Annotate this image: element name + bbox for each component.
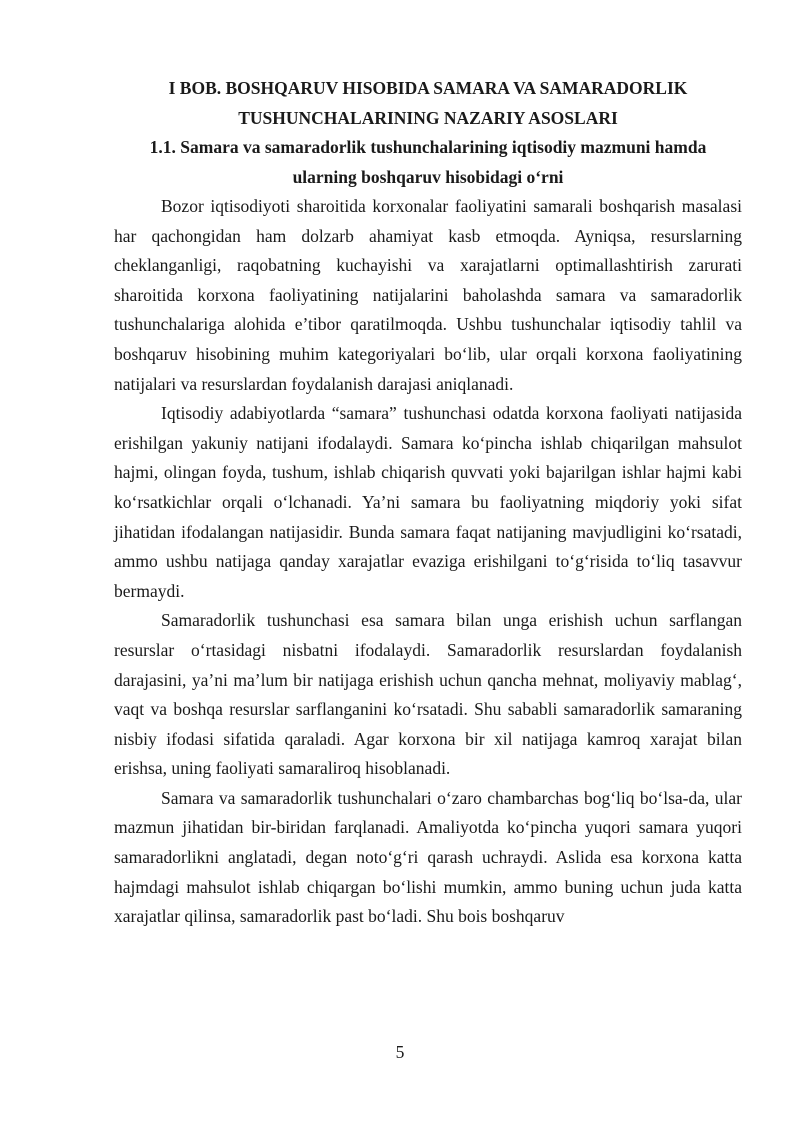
body-paragraph: Bozor iqtisodiyoti sharoitida korxonalar faoliyatini samarali boshqarish masalasi har qachongidan ham dolzarb ahamiyat kasb etmoqda. Ayniqsa, resurslarning cheklanganligi, raqobatning kuchayishi va xarajatlarni optimallashtirish zarurati sharoitida korxona faoliyatining natijalarini baholashda samara va samaradorlik tushunchalariga alohida e’tibor qaratilmoqda. Ushbu tushunchalar iqtisodiy tahlil va boshqaruv hisobining muhim kategoriyalari bo‘lib, ular orqali korxona faoliyatining natijalari va resurslardan foydalanish darajasi aniqlanadi. <box>114 196 742 394</box>
section-title-line-1: 1.1. Samara va samaradorlik tushunchalarining iqtisodiy mazmuni hamda <box>149 137 707 157</box>
body-paragraph: Iqtisodiy adabiyotlarda “samara” tushunchasi odatda korxona faoliyati natijasida erishilgan yakuniy natijani ifodalaydi. Samara ko‘pincha ishlab chiqarilgan mahsulot hajmi, olingan foyda, tushum, ishlab chiqarish quvvati yoki bajarilgan ishlar hajmi kabi ko‘rsatkichlar orqali o‘lchanadi. Ya’ni samara bu faoliyatning miqdoriy yoki sifat jihatidan ifodalangan natijasidir. Bunda samara faqat natijaning mavjudligini ko‘rsatadi, ammo ushbu natijaga qanday xarajatlar evaziga erishilgani to‘g‘risida to‘liq tasavvur bermaydi. <box>114 403 742 601</box>
body-paragraph: Samara va samaradorlik tushunchalari o‘zaro chambarchas bog‘liq bo‘lsa-da, ular mazmun jihatidan bir-biridan farqlanadi. Amaliyotda ko‘pincha yuqori samara yuqori samaradorlikni anglatadi, degan noto‘g‘ri qarash uchraydi. Aslida esa korxona katta hajmdagi mahsulot ishlab chiqargan bo‘lishi mumkin, ammo buning uchun juda katta xarajatlar qilinsa, samaradorlik past bo‘ladi. Shu bois boshqaruv <box>114 787 742 927</box>
chapter-title-line-2: TUSHUNCHALARINING NAZARIY ASOSLARI <box>238 107 618 128</box>
section-title-line-2: ularning boshqaruv hisobidagi o‘rni <box>292 166 564 187</box>
document-page <box>114 74 742 932</box>
chapter-title-line-1: I BOB. BOSHQARUV HISOBIDA SAMARA VA SAMARADORLIK <box>168 78 688 98</box>
page-number: 5 <box>395 1042 405 1062</box>
body-paragraph: Samaradorlik tushunchasi esa samara bilan unga erishish uchun sarflangan resurslar o‘rtasidagi nisbatni ifodalaydi. Samaradorlik resurslardan foydalanish darajasini, ya’ni ma’lum bir natijaga erishish uchun qancha mehnat, moliyaviy mablag‘, vaqt va boshqa resurslar sarflanganini ko‘rsatadi. Shu sababli samaradorlik samaraning nisbiy ifodasi sifatida qaraladi. Agar korxona bir xil natijaga kamroq xarajat bilan erishsa, uning faoliyati samaraliroq hisoblanadi. <box>114 610 742 779</box>
